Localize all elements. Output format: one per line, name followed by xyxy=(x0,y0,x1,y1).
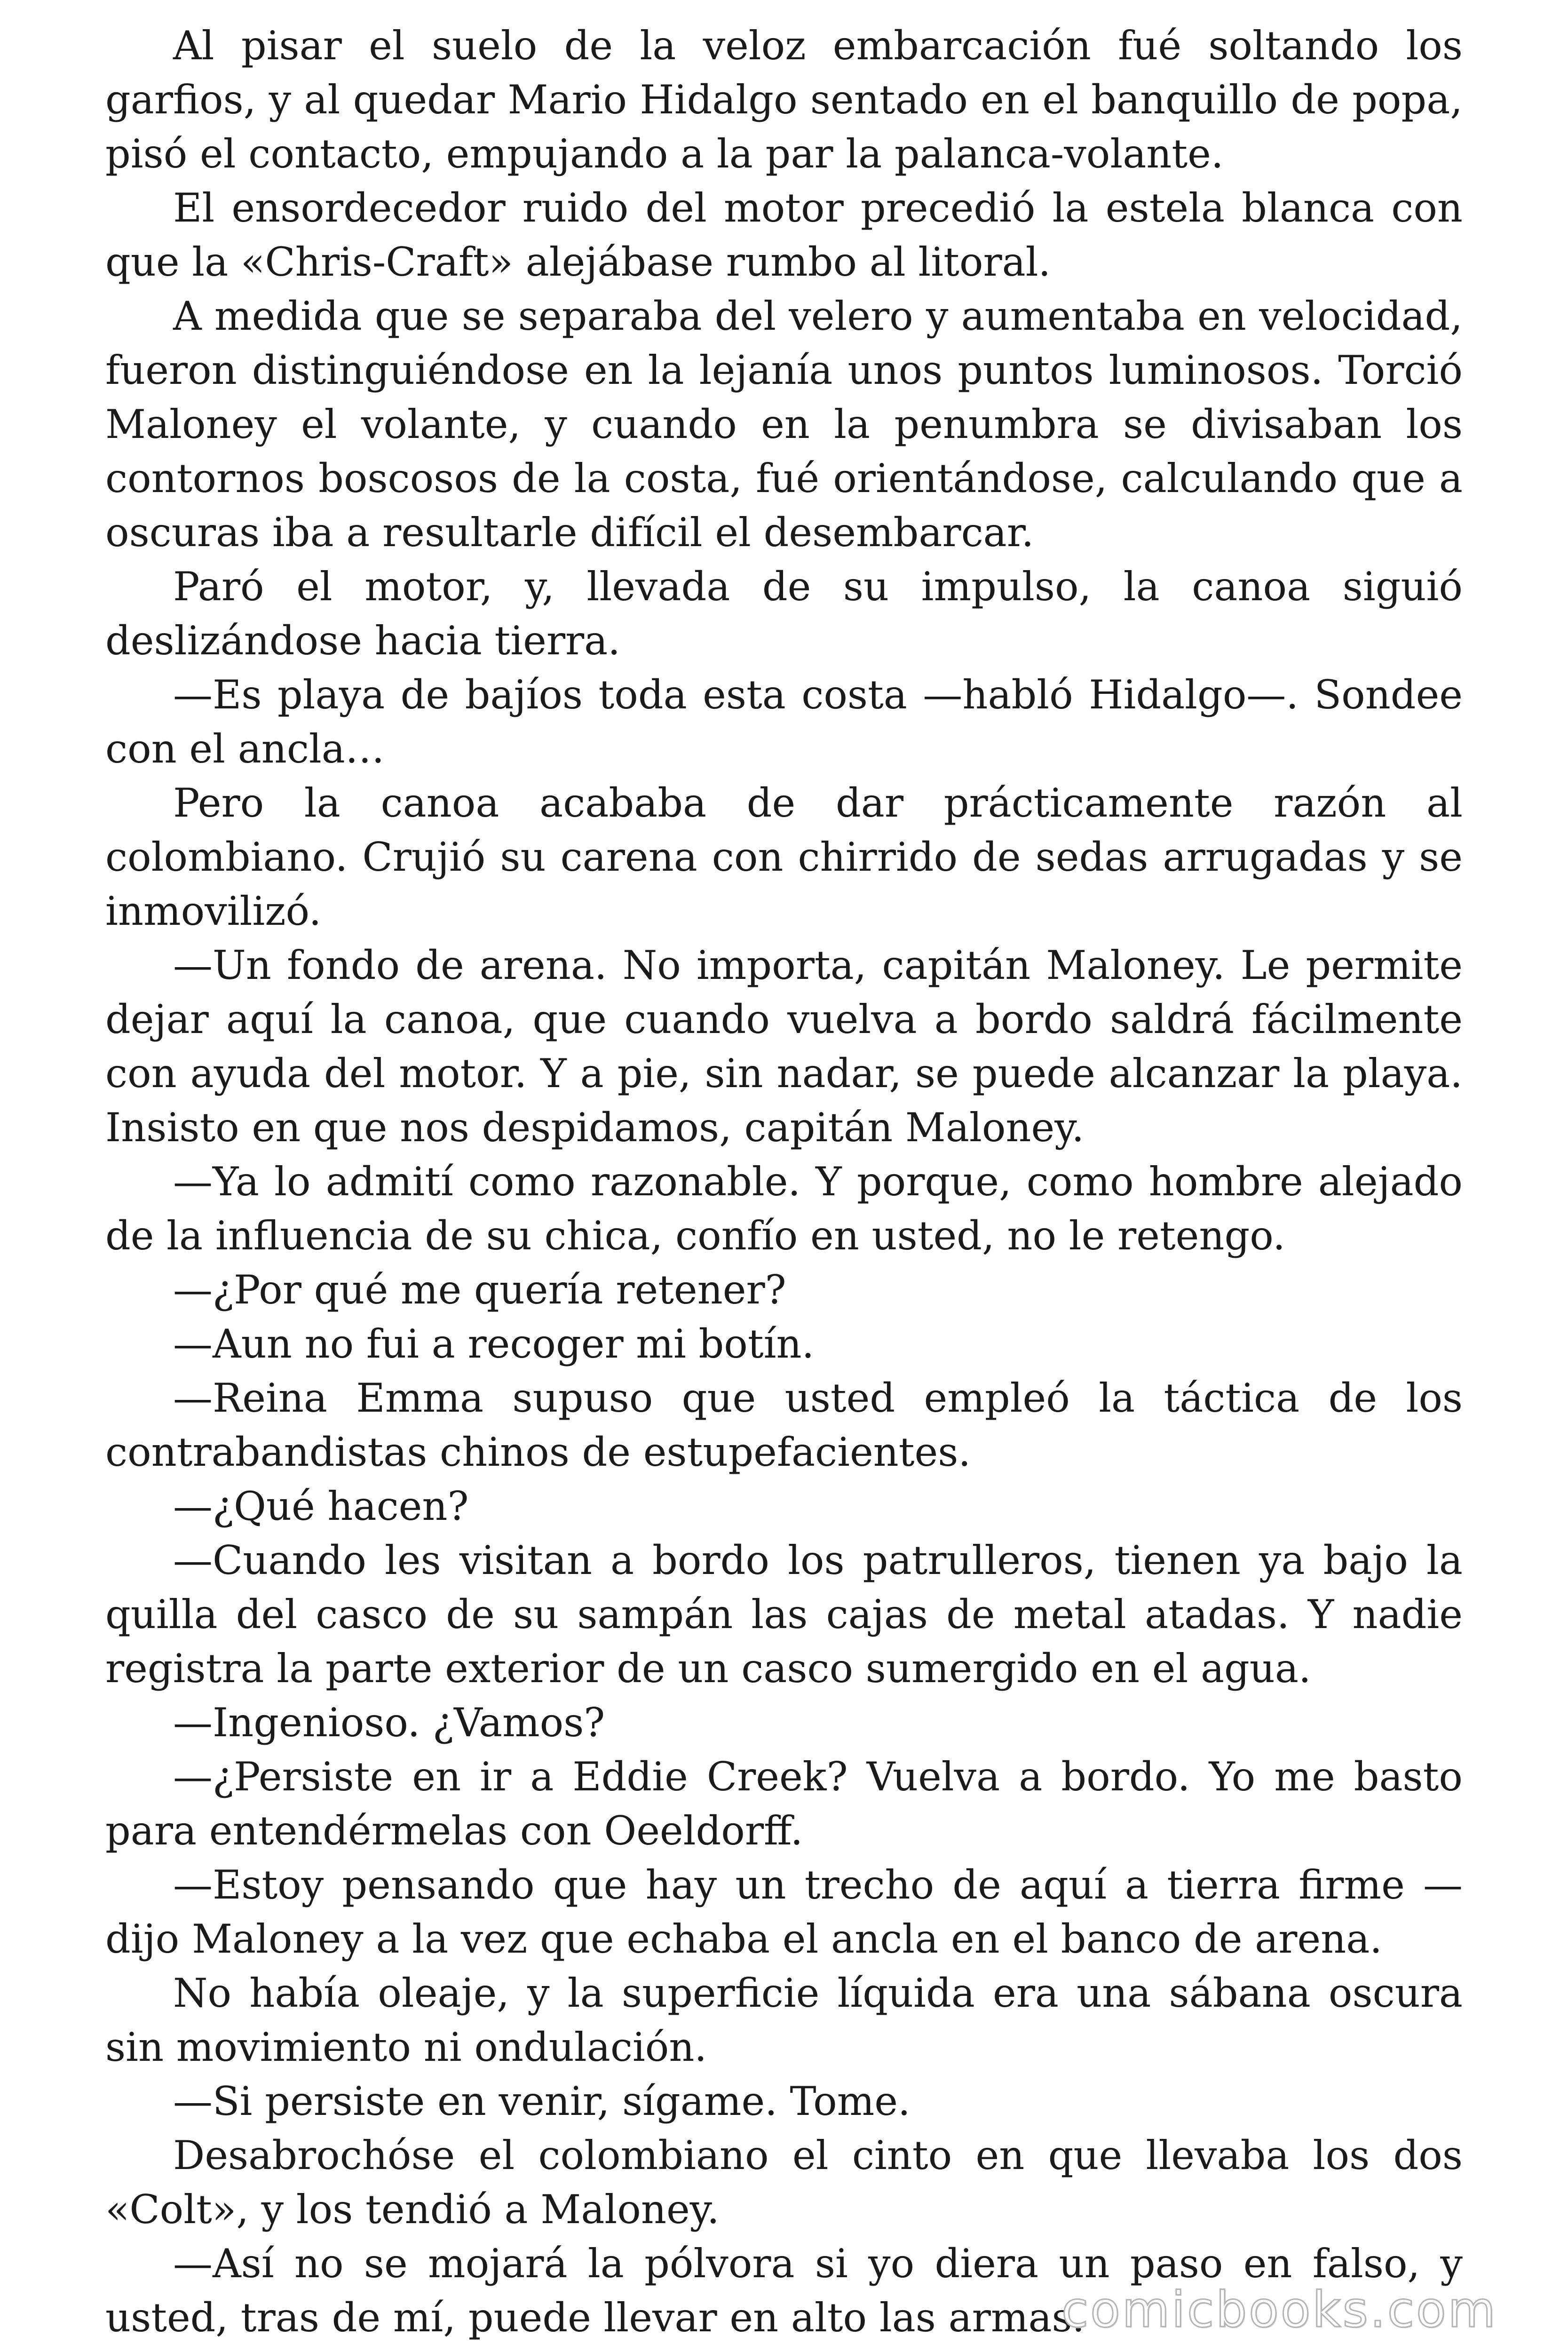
paragraph: —Si persiste en venir, sígame. Tome. xyxy=(173,2078,911,2124)
paragraph: Paró el motor, y, llevada de su impulso, la canoa siguió deslizándose hacia tierra. xyxy=(105,564,1463,664)
paragraph: —Es playa de bajíos toda esta costa —habló Hidalgo—. Sondee con el ancla… xyxy=(105,672,1463,772)
paragraph: Pero la canoa acababa de dar prácticamente razón al colombiano. Crujió su carena con chirrido de sedas arrugadas y se inmovilizó. xyxy=(105,780,1463,934)
paragraph: —Ingenioso. ¿Vamos? xyxy=(173,1700,605,1746)
paragraph: —Así no se mojará la pólvora si yo diera un paso en falso, y usted, tras de mí, puede llevar en alto las armas. xyxy=(105,2241,1463,2341)
paragraph: A medida que se separaba del velero y aumentaba en velocidad, fueron distinguiéndose en la lejanía unos puntos luminosos. Torció Maloney el volante, y cuando en la penumbra se divisaban los contornos boscosos de la costa, fué orientándose, calculando que a oscuras iba a resultarle difícil el desembarcar. xyxy=(105,293,1463,556)
paragraph: El ensordecedor ruido del motor precedió la estela blanca con que la «Chris-Craft» alejábase rumbo al litoral. xyxy=(105,185,1463,285)
paragraph: —Estoy pensando que hay un trecho de aquí a tierra firme —dijo Maloney a la vez que echaba el ancla en el banco de arena. xyxy=(105,1862,1463,1962)
paragraph: Al pisar el suelo de la veloz embarcación fué soltando los garfios, y al quedar Mario Hidalgo sentado en el banquillo de popa, pisó el contacto, empujando a la par la palanca-volante. xyxy=(105,23,1463,177)
paragraph: —Reina Emma supuso que usted empleó la táctica de los contrabandistas chinos de estupefacientes. xyxy=(105,1375,1463,1475)
paragraph: —Ya lo admití como razonable. Y porque, como hombre alejado de la influencia de su chica, confío en usted, no le retengo. xyxy=(105,1159,1463,1259)
paragraph: —¿Por qué me quería retener? xyxy=(173,1267,786,1313)
paragraph: —¿Qué hacen? xyxy=(173,1483,469,1529)
watermark: comicbooks.com xyxy=(1061,2281,1497,2338)
paragraph: —Un fondo de arena. No importa, capitán Maloney. Le permite dejar aquí la canoa, que cuando vuelva a bordo saldrá fácilmente con ayuda del motor. Y a pie, sin nadar, se puede alcanzar la playa. Insisto en que nos despidamos, capitán Maloney. xyxy=(105,942,1463,1151)
paragraph: No había oleaje, y la superficie líquida era una sábana oscura sin movimiento ni ondulación. xyxy=(105,1970,1463,2070)
paragraph: —Aun no fui a recoger mi botín. xyxy=(173,1321,815,1367)
paragraph: —¿Persiste en ir a Eddie Creek? Vuelva a bordo. Yo me basto para entendérmelas con Oeeldorff. xyxy=(105,1754,1463,1854)
paragraph: —Cuando les visitan a bordo los patrulleros, tienen ya bajo la quilla del casco de su sampán las cajas de metal atadas. Y nadie registra la parte exterior de un casco sumergido en el agua. xyxy=(105,1537,1463,1692)
paragraph: Desabrochóse el colombiano el cinto en que llevaba los dos «Colt», y los tendió a Maloney. xyxy=(105,2132,1463,2233)
book-page-text xyxy=(105,19,1463,2345)
